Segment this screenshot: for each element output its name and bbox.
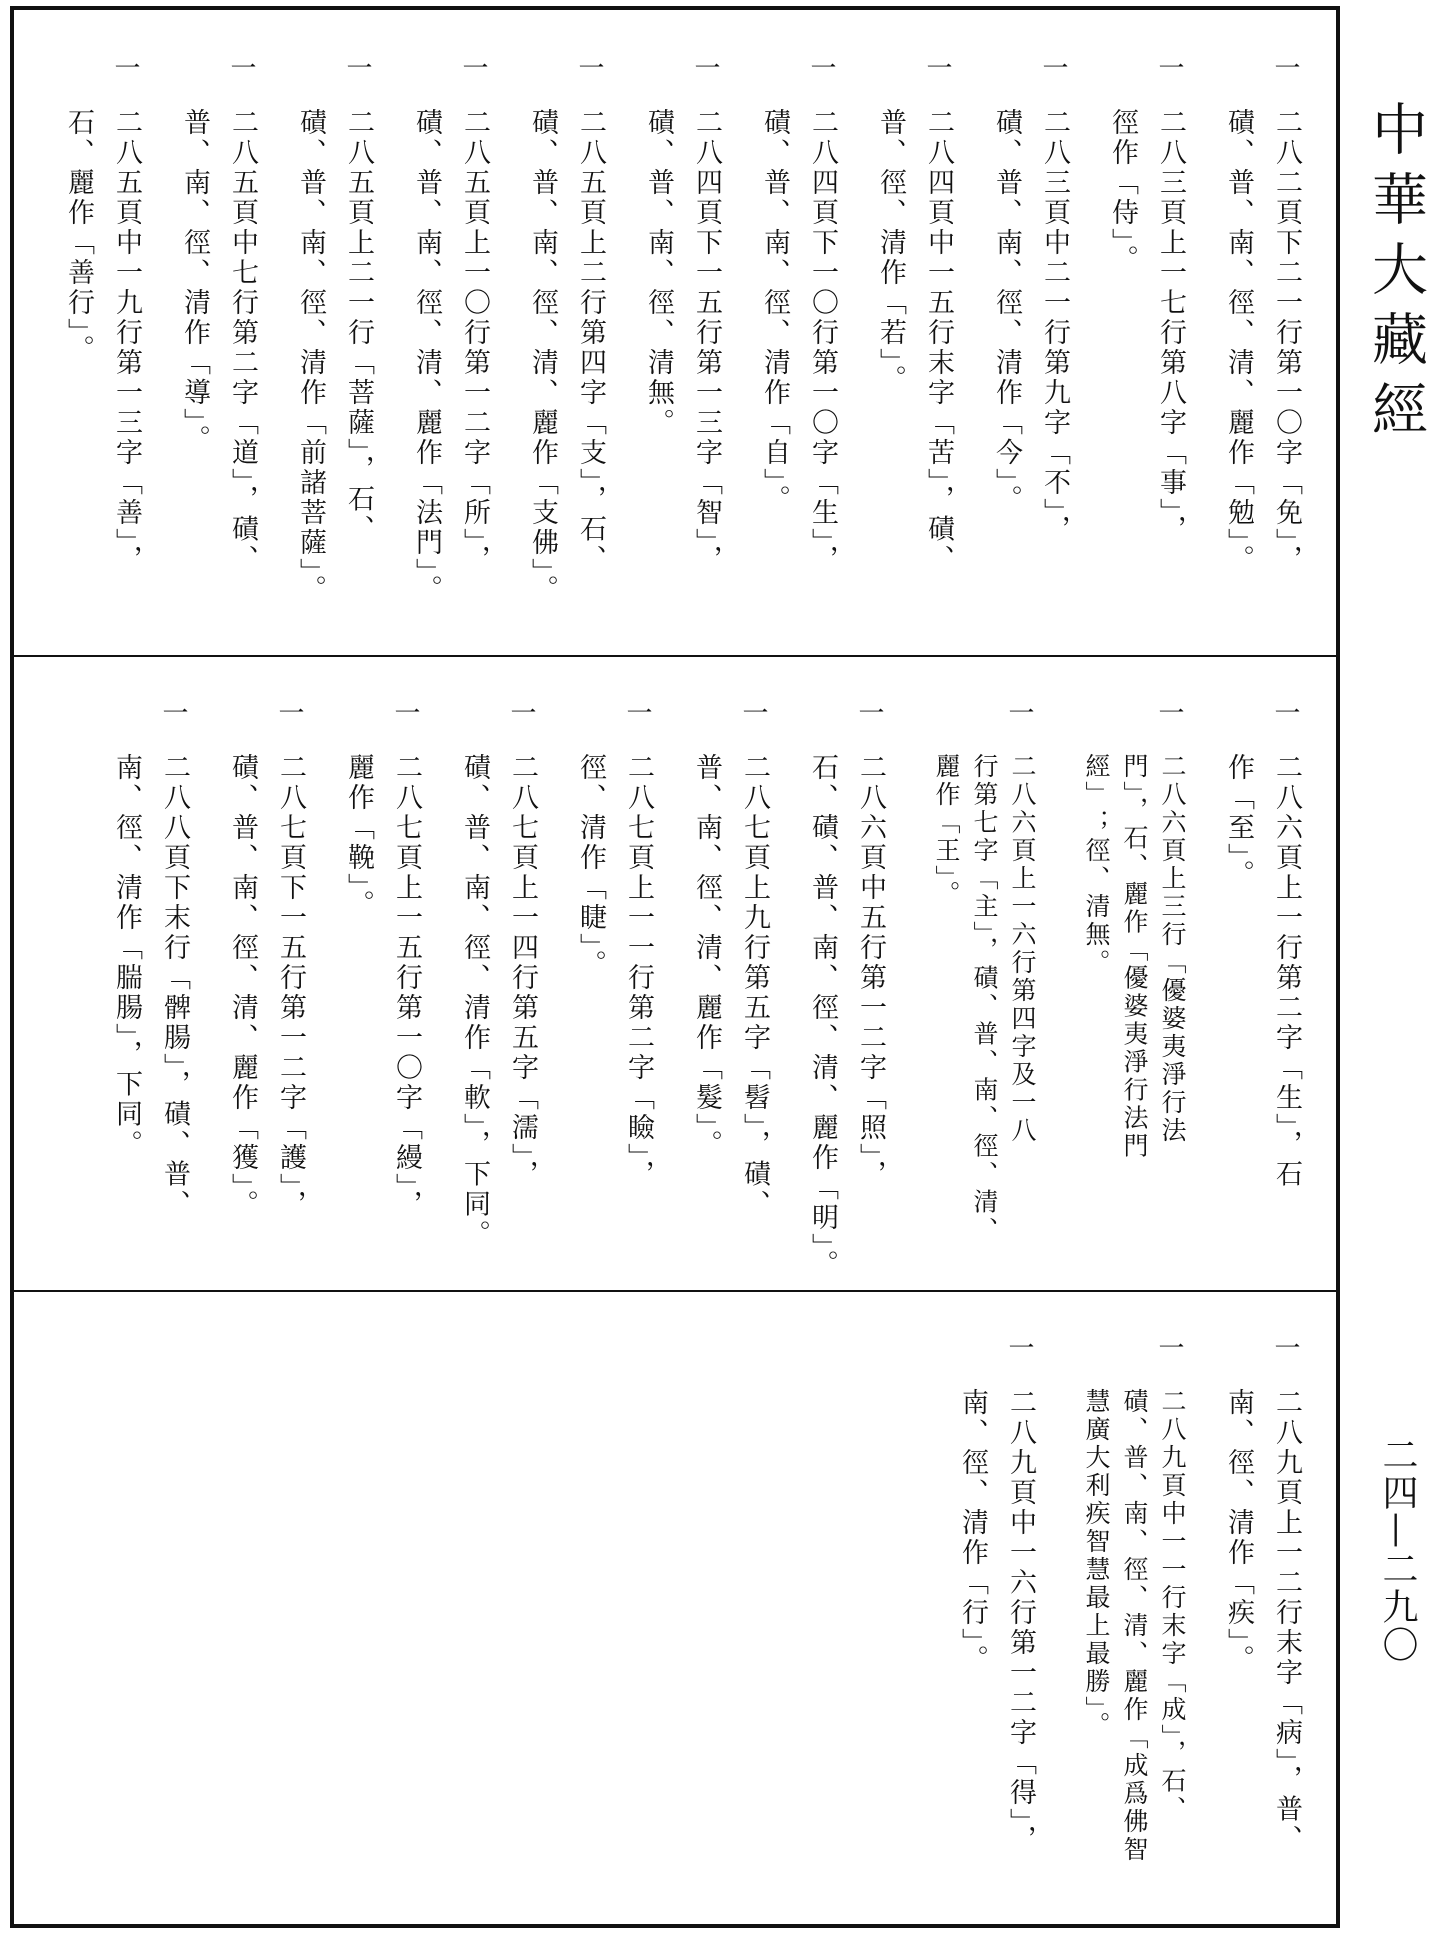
entry-line: 磧、普、南、徑、清作「前諸菩薩」。 xyxy=(295,108,326,605)
entry-line: 南、徑、清作「行」。 xyxy=(957,1388,988,1675)
entry-line: 麗作「王」。 xyxy=(932,753,961,909)
entry-line: 慧廣大利疾智慧最上最勝」。 xyxy=(1082,1388,1111,1740)
collation-entry xyxy=(404,10,520,655)
collation-entry xyxy=(104,655,220,1290)
entry-line: 二八六頁上一六行第四字及一八 xyxy=(1008,753,1037,1145)
collation-entry xyxy=(520,10,636,655)
collation-entry xyxy=(220,655,336,1290)
collection-title: 中華大藏經 xyxy=(1363,100,1428,450)
collation-entry xyxy=(568,655,684,1290)
entry-marker: 一 xyxy=(1270,54,1300,80)
entry-line: 二八五頁上二行第四字「支」，石、 xyxy=(575,108,606,575)
entry-columns xyxy=(14,655,1336,1290)
entry-line: 二八六頁上一行第二字「生」，石 xyxy=(1271,753,1302,1190)
entry-marker: 一 xyxy=(1270,1334,1300,1360)
collation-entry xyxy=(950,1290,1066,1924)
entry-line: 普、南、徑、清作「導」。 xyxy=(179,108,210,455)
entry-line: 石、磧、普、南、徑、清、麗作「明」。 xyxy=(807,753,838,1280)
entry-line: 麗作「鞔」。 xyxy=(343,753,374,920)
collation-entry xyxy=(752,10,868,655)
collation-entry xyxy=(1216,655,1332,1290)
entry-marker: 一 xyxy=(854,699,884,725)
page-frame xyxy=(10,6,1340,1928)
entry-line: 磧、普、南、徑、清無。 xyxy=(643,108,674,438)
entry-line: 磧、普、南、徑、清作「軟」，下同。 xyxy=(459,753,490,1250)
collation-entry xyxy=(1100,10,1216,655)
entry-marker: 一 xyxy=(390,699,420,725)
entry-marker: 一 xyxy=(342,54,372,80)
entry-marker: 一 xyxy=(226,54,256,80)
entry-line: 二八九頁上一二行末字「病」，普、 xyxy=(1271,1388,1302,1855)
collation-entry xyxy=(984,10,1100,655)
entry-marker: 一 xyxy=(1004,699,1034,725)
collation-entry xyxy=(916,655,1066,1290)
entry-marker: 一 xyxy=(690,54,720,80)
entry-line: 二八三頁上一七行第八字「事」， xyxy=(1155,108,1186,545)
entry-marker: 一 xyxy=(1154,54,1184,80)
entry-marker: 一 xyxy=(806,54,836,80)
entry-marker: 一 xyxy=(274,699,304,725)
collation-entry xyxy=(1216,10,1332,655)
entry-marker: 一 xyxy=(1154,1334,1184,1360)
entry-line: 二八五頁中一九行第一三字「善」， xyxy=(111,108,142,575)
collation-entry xyxy=(1066,655,1216,1290)
entry-line: 磧、普、南、徑、清作「今」。 xyxy=(991,108,1022,515)
collation-entry xyxy=(336,655,452,1290)
entry-line: 二八九頁中一六行第一二字「得」， xyxy=(1005,1388,1036,1855)
entry-line: 二八五頁上二一行「菩薩」，石、 xyxy=(343,108,374,545)
entry-line: 二八五頁上一〇行第一二字「所」， xyxy=(459,108,490,575)
entry-line: 二八九頁中一一行末字「成」，石、 xyxy=(1158,1388,1187,1824)
entry-marker: 一 xyxy=(738,699,768,725)
entry-marker: 一 xyxy=(1038,54,1068,80)
entry-marker: 一 xyxy=(1154,699,1184,725)
entry-marker: 一 xyxy=(574,54,604,80)
collation-entry xyxy=(56,10,172,655)
entry-columns xyxy=(14,10,1336,655)
entry-line: 二八七頁上九行第五字「髫」，磧、 xyxy=(739,753,770,1220)
entry-marker: 一 xyxy=(622,699,652,725)
entry-line: 二八四頁下一五行第一三字「智」， xyxy=(691,108,722,575)
collation-entry xyxy=(800,655,916,1290)
entry-marker: 一 xyxy=(506,699,536,725)
entry-line: 普、南、徑、清、麗作「髮」。 xyxy=(691,753,722,1160)
collation-entry xyxy=(288,10,404,655)
entry-marker: 一 xyxy=(458,54,488,80)
entry-line: 磧、普、南、徑、清、麗作「支佛」。 xyxy=(527,108,558,605)
collation-entry xyxy=(868,10,984,655)
page-number: 二四—二九〇 xyxy=(1377,1436,1418,1664)
entry-line: 磧、普、南、徑、清、麗作「成爲佛智 xyxy=(1120,1388,1149,1864)
entry-marker: 一 xyxy=(922,54,952,80)
text-band-top xyxy=(14,10,1336,655)
entry-line: 二八七頁上一四行第五字「濡」， xyxy=(507,753,538,1190)
entry-line: 二八四頁下一〇行第一〇字「生」， xyxy=(807,108,838,575)
entry-line: 徑作「侍」。 xyxy=(1107,108,1138,275)
collation-entry xyxy=(684,655,800,1290)
entry-line: 作「至」。 xyxy=(1223,753,1254,890)
collation-entry xyxy=(452,655,568,1290)
entry-line: 徑、清作「睫」。 xyxy=(575,753,606,980)
entry-line: 二八四頁中一五行末字「苦」，磧、 xyxy=(923,108,954,575)
entry-line: 南、徑、清作「腨腸」，下同。 xyxy=(111,753,142,1160)
entry-line: 二八六頁中五行第一二字「照」， xyxy=(855,753,886,1190)
entry-line: 二八七頁上一五行第一〇字「縵」， xyxy=(391,753,422,1220)
entry-columns xyxy=(14,1290,1336,1924)
entry-marker: 一 xyxy=(110,54,140,80)
entry-line: 二八七頁下一五行第一二字「護」， xyxy=(275,753,306,1220)
entry-line: 普、徑、清作「若」。 xyxy=(875,108,906,395)
text-band-middle xyxy=(14,655,1336,1290)
entry-line: 二八六頁上三行「優婆夷淨行法 xyxy=(1158,753,1187,1145)
entry-line: 行第七字「主」，磧、普、南、徑、清、 xyxy=(970,753,999,1245)
collation-entry xyxy=(1216,1290,1332,1924)
entry-line: 門」，石、麗作「優婆夷淨行法門 xyxy=(1120,753,1149,1161)
entry-line: 二八七頁上一一行第二字「瞼」， xyxy=(623,753,654,1190)
collation-entry xyxy=(1066,1290,1216,1924)
entry-line: 南、徑、清作「疾」。 xyxy=(1223,1388,1254,1675)
entry-line: 二八三頁中二一行第九字「不」， xyxy=(1039,108,1070,545)
entry-line: 二八八頁下末行「髀腸」，磧、普、 xyxy=(159,753,190,1220)
entry-line: 磧、普、南、徑、清作「自」。 xyxy=(759,108,790,515)
collation-entry xyxy=(636,10,752,655)
entry-line: 二八五頁中七行第二字「道」，磧、 xyxy=(227,108,258,575)
text-band-bottom xyxy=(14,1290,1336,1924)
collation-entry xyxy=(172,10,288,655)
entry-line: 二八二頁下二一行第一〇字「免」， xyxy=(1271,108,1302,575)
entry-line: 磧、普、南、徑、清、麗作「勉」。 xyxy=(1223,108,1254,575)
entry-line: 磧、普、南、徑、清、麗作「獲」。 xyxy=(227,753,258,1220)
entry-marker: 一 xyxy=(1270,699,1300,725)
entry-line: 經」；徑、清無。 xyxy=(1082,753,1111,977)
entry-line: 石、麗作「善行」。 xyxy=(63,108,94,365)
entry-marker: 一 xyxy=(158,699,188,725)
entry-marker: 一 xyxy=(1004,1334,1034,1360)
entry-line: 磧、普、南、徑、清、麗作「法門」。 xyxy=(411,108,442,605)
